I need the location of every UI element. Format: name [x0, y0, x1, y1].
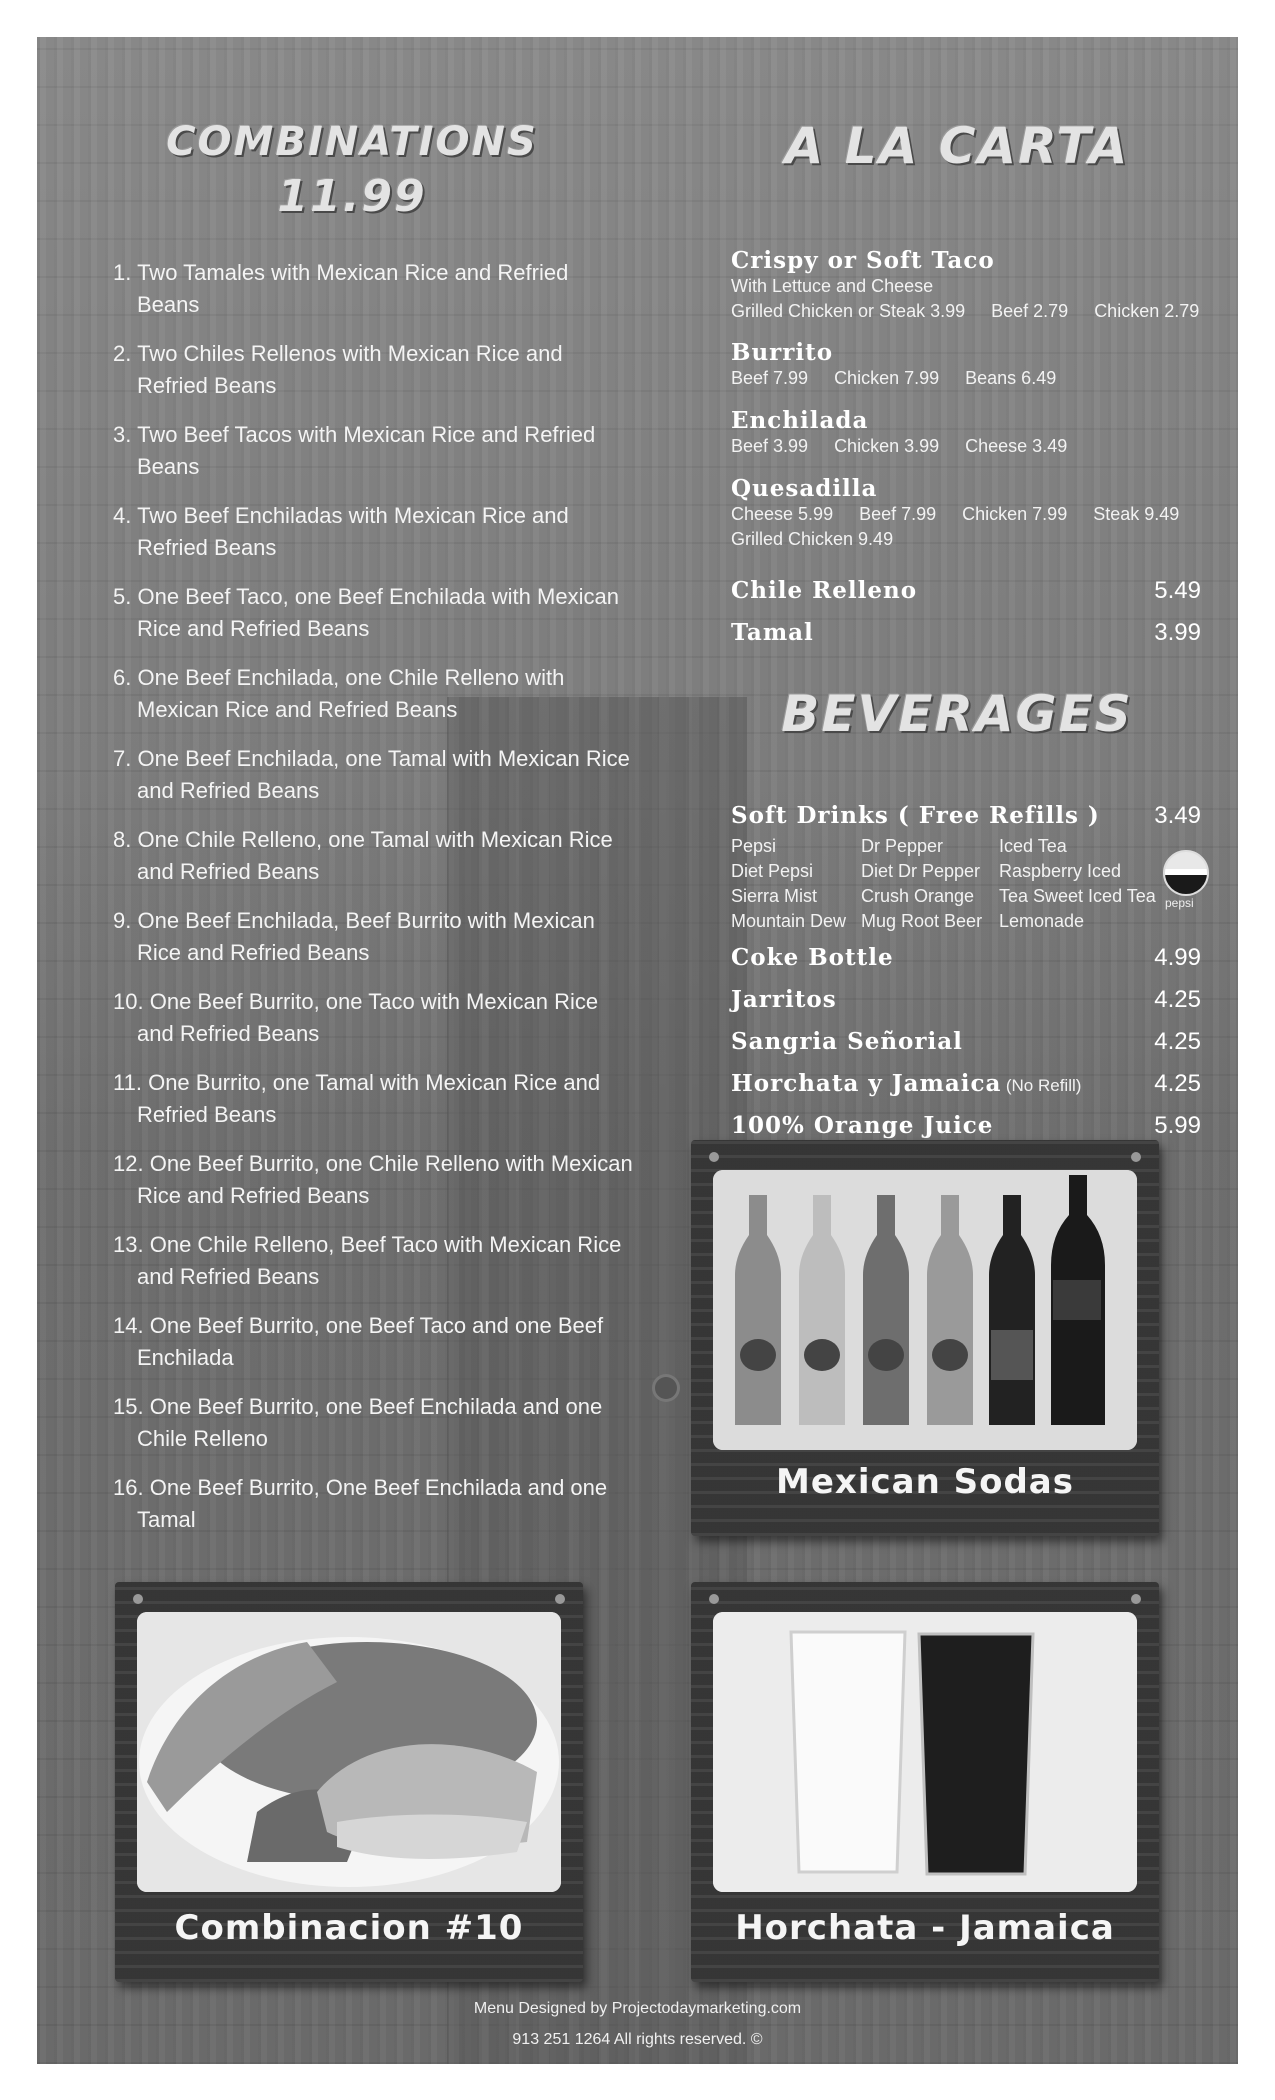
- list-item: 14. One Beef Burrito, one Beef Taco and one Beef Enchilada: [113, 1313, 604, 1370]
- list-item: 11. One Burrito, one Tamal with Mexican Rice and Refried Beans: [113, 1070, 601, 1127]
- glasses-image: [713, 1612, 1137, 1892]
- burrito-options: Beef 7.99 Chicken 7.99 Beans 6.49: [731, 368, 1057, 388]
- nail-icon: [709, 1152, 719, 1162]
- horchata-frame: [691, 1582, 1159, 1982]
- combinations-title: COMBINATIONS: [166, 119, 538, 165]
- carta-relleno: Chile Relleno 5.49: [731, 577, 1201, 604]
- soda-bottles-image: [713, 1170, 1137, 1450]
- enchilada-name: Enchilada: [731, 407, 869, 434]
- jarritos-price: 4.25: [1154, 986, 1201, 1013]
- list-item: 12. One Beef Burrito, one Chile Relleno with Mexican Rice and Refried Beans: [113, 1151, 633, 1208]
- plate-image: [137, 1612, 561, 1892]
- carta-tamal: Tamal 3.99: [731, 619, 1201, 646]
- list-item: 7. One Beef Enchilada, one Tamal with Mexican Rice and Refried Beans: [113, 746, 630, 803]
- beverages-section: [731, 802, 1201, 1172]
- pepsi-logo-icon: [1163, 850, 1209, 896]
- mexican-sodas-frame: [691, 1140, 1159, 1536]
- list-item: 2. Two Chiles Rellenos with Mexican Rice and Refried Beans: [113, 341, 563, 398]
- list-item: 16. One Beef Burrito, One Beef Enchilada and one Tamal: [113, 1475, 608, 1532]
- enchilada-options: Beef 3.99 Chicken 3.99 Cheese 3.49: [731, 436, 1068, 456]
- mexican-sodas-caption: Mexican Sodas: [776, 1462, 1074, 1502]
- carta-enchilada: [731, 407, 1201, 459]
- sangria: Sangria Señorial 4.25: [731, 1028, 1201, 1055]
- list-item: 4. Two Beef Enchiladas with Mexican Rice and Refried Beans: [113, 503, 569, 560]
- combinations-price: 11.99: [277, 171, 427, 222]
- taco-desc: With Lettuce and Cheese: [731, 276, 934, 296]
- sangria-price: 4.25: [1154, 1028, 1201, 1055]
- soft-price: 3.49: [1154, 802, 1201, 829]
- nail-icon: [1131, 1152, 1141, 1162]
- footer-rights: 913 251 1264 All rights reserved. ©: [512, 2031, 763, 2048]
- sodas-photo: [713, 1170, 1137, 1450]
- list-item: 3. Two Beef Tacos with Mexican Rice and Refried Beans: [113, 422, 596, 479]
- orange-juice: 100% Orange Juice 5.99: [731, 1112, 1201, 1139]
- list-item: 13. One Chile Relleno, Beef Taco with Mexican Rice and Refried Beans: [113, 1232, 622, 1289]
- door-knob: [655, 1377, 677, 1399]
- carta-title: A LA CARTA: [784, 117, 1130, 175]
- soft-drinks: Soft Drinks ( Free Refills ) 3.49: [731, 802, 1201, 829]
- pepsi-label: pepsi: [1165, 896, 1194, 910]
- coke-bottle: Coke Bottle 4.99: [731, 944, 1201, 971]
- list-item: 5. One Beef Taco, one Beef Enchilada with Mexican Rice and Refried Beans: [113, 584, 619, 641]
- nail-icon: [133, 1594, 143, 1604]
- list-item: 8. One Chile Relleno, one Tamal with Mexican Rice and Refried Beans: [113, 827, 613, 884]
- list-item: 6. One Beef Enchilada, one Chile Relleno with Mexican Rice and Refried Beans: [113, 665, 565, 722]
- list-item: 10. One Beef Burrito, one Taco with Mexican Rice and Refried Beans: [113, 989, 599, 1046]
- list-item: 9. One Beef Enchilada, Beef Burrito with Mexican Rice and Refried Beans: [113, 908, 595, 965]
- taco-name: Crispy or Soft Taco: [731, 247, 995, 274]
- quesadilla-name: Quesadilla: [731, 475, 878, 502]
- list-item: 15. One Beef Burrito, one Beef Enchilada and one Chile Relleno: [113, 1394, 603, 1451]
- combinacion-frame: [115, 1582, 583, 1982]
- beverages-title: BEVERAGES: [781, 685, 1133, 743]
- burrito-name: Burrito: [731, 339, 834, 366]
- drink-list: Pepsi Dr Pepper Iced Tea Diet Pepsi Diet Dr Pepper Raspberry Iced Sierra Mist Crush Orange Tea Sweet Iced Tea Mountain Dew Mug Root Beer Lemonade: [731, 836, 1156, 931]
- nail-icon: [555, 1594, 565, 1604]
- nail-icon: [709, 1594, 719, 1604]
- list-item: 1. Two Tamales with Mexican Rice and Refried Beans: [113, 260, 569, 317]
- horchata-caption: Horchata - Jamaica: [735, 1908, 1115, 1948]
- tamal-price: 3.99: [1154, 619, 1201, 646]
- oj-price: 5.99: [1154, 1112, 1201, 1139]
- combinations-list: [113, 257, 633, 1553]
- horchata-photo: [713, 1612, 1137, 1892]
- nail-icon: [1131, 1594, 1141, 1604]
- relleno-price: 5.49: [1154, 577, 1201, 604]
- coke-price: 4.99: [1154, 944, 1201, 971]
- combinacion-caption: Combinacion #10: [174, 1908, 524, 1948]
- menu-page: [37, 37, 1238, 2064]
- carta-section: [731, 247, 1201, 667]
- horchata-jamaica: Horchata y Jamaica (No Refill) 4.25: [731, 1070, 1201, 1097]
- carta-taco: [731, 247, 1201, 324]
- footer-designer: Menu Designed by Projectodaymarketing.com: [473, 2000, 802, 2017]
- carta-burrito: [731, 339, 1201, 391]
- combo-photo: [137, 1612, 561, 1892]
- horchata-price: 4.25: [1154, 1070, 1201, 1097]
- carta-quesadilla: [731, 475, 1201, 552]
- horchata-note: (No Refill): [1005, 1076, 1082, 1095]
- taco-options: Grilled Chicken or Steak 3.99 Beef 2.79 Chicken 2.79: [731, 301, 1200, 321]
- quesadilla-options: Cheese 5.99 Beef 7.99 Chicken 7.99 Steak 9.49: [731, 504, 1180, 524]
- jarritos: Jarritos 4.25: [731, 986, 1201, 1013]
- quesadilla-grilled: Grilled Chicken 9.49: [731, 529, 894, 549]
